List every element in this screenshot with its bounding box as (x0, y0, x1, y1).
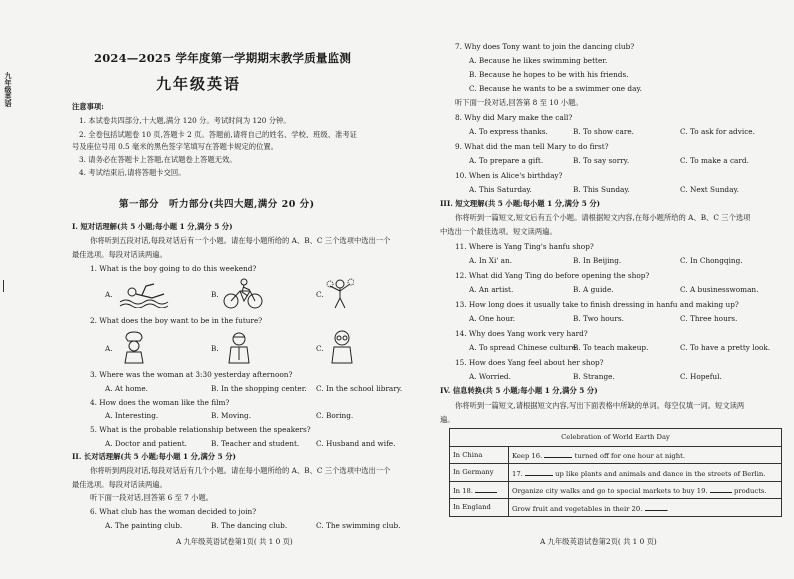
question-1: 1. What is the boy going to do this weekend? (90, 264, 257, 273)
side-label: 九年级英语 (4, 72, 13, 107)
q12-option-a: A. An artist. (469, 285, 514, 294)
q10-option-b: B. This Sunday. (573, 185, 630, 194)
q2-label-c: C. (316, 344, 324, 353)
question-8: 8. Why did Mary make the call? (455, 113, 573, 122)
binding-mark (3, 280, 10, 292)
q8-option-a: A. To express thanks. (469, 127, 548, 136)
q3-option-b: B. In the shopping center. (211, 384, 307, 393)
q5-option-a: A. Doctor and patient. (105, 439, 187, 448)
table-cell-activity (509, 499, 782, 517)
q5-option-c: C. Husband and wife. (316, 439, 396, 448)
note-item: 2. 全卷包括试题卷 10 页,答题卡 2 页。答题前,请将自己的姓名、学校、班级、准考证 (79, 130, 357, 139)
chef-picture (120, 330, 148, 364)
doctor-picture (225, 330, 253, 364)
q8-option-b: B. To show care. (573, 127, 634, 136)
q9-option-b: B. To say sorry. (573, 156, 630, 165)
cycling-picture (222, 278, 264, 310)
q3-option-a: A. At home. (105, 384, 148, 393)
q6-option-c: C. The swimming club. (316, 521, 401, 530)
table-row (450, 446, 782, 464)
answer-blank-18[interactable] (475, 484, 497, 493)
section4-instruction: 你将听到一篇短文,请根据短文内容,写出下面表格中所缺的单词。每空仅填一词。短文读两 (455, 401, 745, 410)
q4-option-a: A. Interesting. (105, 411, 159, 420)
section3-title: III. 短文理解(共 5 小题;每小题 1 分,满分 5 分) (440, 199, 601, 208)
cell-text: . (666, 504, 669, 513)
table-cell-activity (509, 446, 782, 464)
cell-text: In 18. (453, 487, 474, 496)
table-cell-place: In China (450, 446, 509, 464)
question-2: 2. What does the boy want to be in the future? (90, 316, 263, 325)
note-item: 1. 本试卷共四部分,十大题,满分 120 分。考试时间为 120 分钟。 (79, 116, 291, 125)
notes-heading: 注意事项: (72, 102, 104, 111)
question-5: 5. What is the probable relationship between the speakers? (90, 425, 311, 434)
cell-text: turned off for one hour at night. (574, 452, 686, 461)
table-cell-place (450, 481, 509, 499)
exam-subtitle: 九年级英语 (156, 75, 242, 93)
section1-title: I. 短对话理解(共 5 小题;每小题 1 分,满分 5 分) (72, 222, 233, 231)
answer-blank-20[interactable] (645, 502, 667, 511)
q4-option-b: B. Moving. (211, 411, 252, 420)
question-11: 11. Where is Yang Ting's hanfu shop? (455, 242, 594, 251)
table-row (450, 464, 782, 482)
note-item: 3. 请务必在答题卡上答题,在试题卷上答题无效。 (79, 155, 237, 164)
q13-option-b: B. Two hours. (573, 314, 624, 323)
q14-option-a: A. To spread Chinese culture. (469, 343, 579, 352)
question-12: 12. What did Yang Ting do before opening the shop? (455, 271, 650, 280)
q7-option-c: C. Because he wants to be a swimmer one day. (469, 84, 642, 93)
table-row (450, 481, 782, 499)
q8-option-c: C. To ask for advice. (680, 127, 755, 136)
section4-instruction: 遍。 (440, 415, 455, 424)
table-row (450, 499, 782, 517)
q1-label-b: B. (211, 290, 219, 299)
section2-instruction: 听下面一段对话,回答第 6 至 7 小题。 (90, 493, 214, 502)
question-7: 7. Why does Tony want to join the dancing club? (455, 42, 635, 51)
q13-option-a: A. One hour. (469, 314, 516, 323)
cell-text: Keep 16. (512, 452, 543, 461)
part1-title: 第一部分 听力部分(共四大题,满分 20 分) (119, 199, 315, 210)
q12-option-c: C. A businesswoman. (680, 285, 759, 294)
question-13: 13. How long does it usually take to finish dressing in hanfu and making up? (455, 300, 739, 309)
note-item: 号及座位号用 0.5 毫米的黑色签字笔填写在答题卡规定的位置。 (72, 142, 278, 151)
cell-text: Organize city walks and go to special markets to buy 19. (512, 487, 708, 496)
q5-option-b: B. Teacher and student. (211, 439, 300, 448)
earth-day-table (449, 428, 782, 517)
question-15: 15. How does Yang feel about her shop? (455, 358, 604, 367)
answer-blank-16[interactable] (544, 449, 572, 458)
q6-option-a: A. The painting club. (105, 521, 183, 530)
table-heading: Celebration of World Earth Day (450, 429, 782, 447)
table-cell-activity (509, 481, 782, 499)
q4-option-c: C. Boring. (316, 411, 354, 420)
q11-option-a: A. In Xi' an. (469, 256, 513, 265)
table-header-row (450, 429, 782, 447)
question-3: 3. Where was the woman at 3:30 yesterday afternoon? (90, 370, 293, 379)
q15-option-c: C. Hopeful. (680, 372, 722, 381)
swimming-picture (118, 280, 170, 308)
q6-option-b: B. The dancing club. (211, 521, 288, 530)
q10-option-a: A. This Saturday. (469, 185, 532, 194)
question-4: 4. How does the woman like the film? (90, 398, 230, 407)
section2-title: II. 长对话理解(共 5 小题;每小题 1 分,满分 5 分) (72, 452, 236, 461)
section2-instruction: 你将听到两段对话,每段对话后有几个小题。请在每小题所给的 A、B、C 三个选项中选出一个 (90, 466, 391, 475)
question-9: 9. What did the man tell Mary to do first? (455, 142, 609, 151)
cell-text: up like plants and animals and dance in the streets of Berlin. (555, 469, 766, 478)
question-14: 14. Why does Yang work very hard? (455, 329, 588, 338)
section4-title: IV. 信息转换(共 5 小题;每小题 1 分,满分 5 分) (440, 386, 598, 395)
q3-option-c: C. In the school library. (316, 384, 403, 393)
q14-option-c: C. To have a pretty look. (680, 343, 771, 352)
q1-label-a: A. (105, 290, 113, 299)
table-cell-activity (509, 464, 782, 482)
answer-blank-17[interactable] (525, 467, 553, 476)
section1-instruction: 你将听到五段对话,每段对话后有一个小题。请在每小题所给的 A、B、C 三个选项中选出一个 (90, 236, 391, 245)
teacher-picture (328, 328, 356, 364)
footer-right: A 九年级英语试卷第2页( 共 1 0 页) (540, 537, 657, 546)
table-cell-place: In England (450, 499, 509, 517)
instruction-8-10: 听下面一段对话,回答第 8 至 10 小题。 (455, 98, 583, 107)
section3-instruction: 中选出一个最佳选项。短文读两遍。 (440, 227, 557, 236)
cheerleader-picture (326, 276, 354, 310)
q7-option-a: A. Because he likes swimming better. (469, 56, 608, 65)
q11-option-c: C. In Chongqing. (680, 256, 743, 265)
question-10: 10. When is Alice's birthday? (455, 171, 563, 180)
q13-option-c: C. Three hours. (680, 314, 738, 323)
cell-text: Grow fruit and vegetables in their 20. (512, 504, 643, 513)
question-6: 6. What club has the woman decided to join? (90, 507, 257, 516)
q2-label-b: B. (211, 344, 219, 353)
table-cell-place: In Germany (450, 464, 509, 482)
footer-left: A 九年级英语试卷第1页( 共 1 0 页) (176, 537, 293, 546)
q11-option-b: B. In Beijing. (573, 256, 622, 265)
section2-instruction: 最佳选项。每段对话读两遍。 (72, 480, 167, 489)
q1-label-c: C. (316, 290, 324, 299)
note-item: 4. 考试结束后,请将答题卡交回。 (79, 168, 186, 177)
q2-label-a: A. (105, 344, 113, 353)
q10-option-c: C. Next Sunday. (680, 185, 739, 194)
q15-option-a: A. Worried. (469, 372, 511, 381)
answer-blank-19[interactable] (710, 484, 732, 493)
q14-option-b: B. To teach makeup. (573, 343, 649, 352)
q7-option-b: B. Because he hopes to be with his friends. (469, 70, 629, 79)
section1-instruction: 最佳选项。每段对话读两遍。 (72, 250, 167, 259)
section3-instruction: 你将听到一篇短文,短文后有五个小题。请根据短文内容,在每小题所给的 A、B、C 三个选项 (455, 213, 751, 222)
exam-title: 2024—2025 学年度第一学期期末教学质量监测 (94, 51, 352, 65)
cell-text: products. (733, 487, 767, 496)
q9-option-a: A. To prepare a gift. (469, 156, 544, 165)
q9-option-c: C. To make a card. (680, 156, 749, 165)
cell-text: 17. (512, 469, 523, 478)
q15-option-b: B. Strange. (573, 372, 615, 381)
q12-option-b: B. A guide. (573, 285, 614, 294)
